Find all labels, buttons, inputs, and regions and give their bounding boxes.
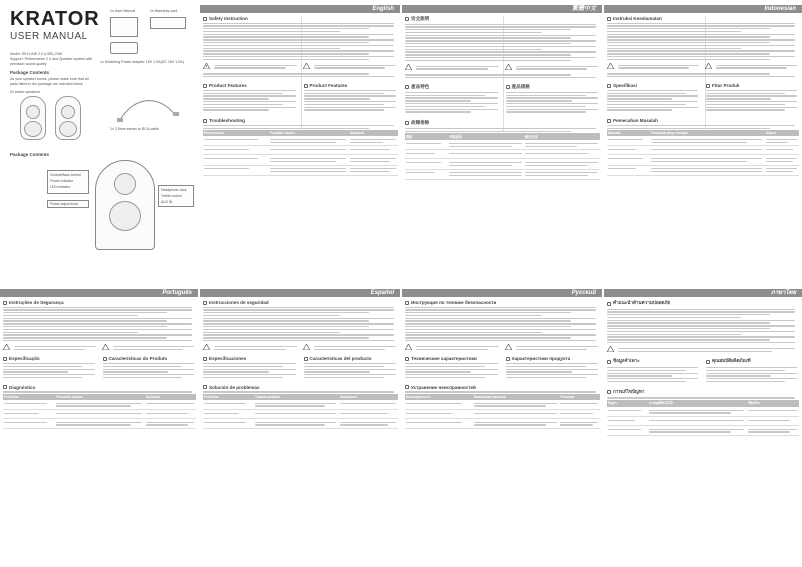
package-description: As your speaker boxes, please make sure that all parts listed in the package are included below <box>10 77 89 86</box>
espanol-panel <box>203 300 398 565</box>
header-russian: Русский <box>402 289 602 297</box>
list-icon <box>203 84 207 88</box>
label-aux: AUX IN <box>161 200 173 204</box>
label-headphone: Headphone Jack <box>161 188 187 192</box>
list-icon <box>304 84 308 88</box>
troubleshooting-table-zh: 現象 可能原因 解決方法 <box>405 133 600 179</box>
troubleshooting-table-pt: Problema Possíveis causas Soluções <box>3 394 196 429</box>
safety-heading-ru: Инструкция по технике безопасности <box>405 300 600 305</box>
list-icon <box>607 84 611 88</box>
features-heading-pt-2: Características do Produto <box>103 356 197 361</box>
list-icon <box>706 84 710 88</box>
manual-thumbnail <box>110 17 138 37</box>
features-heading-id-2: Fitur Produk <box>706 83 799 88</box>
model-info <box>10 52 105 67</box>
trouble-heading-zh: 故障排除 <box>405 120 600 126</box>
tools-icon <box>607 390 611 394</box>
features-heading-en-2: Product Features <box>304 83 399 88</box>
troubleshooting-table-es: Problema Causas posibles Soluciones <box>203 394 398 429</box>
header-indonesian: Indonesian <box>604 5 802 13</box>
features-heading-zh: 產品特色 <box>405 84 500 90</box>
safety-heading-th: คำแนะนำด้านความปลอดภัย <box>607 300 799 307</box>
warning-row <box>607 63 799 70</box>
info-icon <box>203 301 207 305</box>
speaker-controls-diagram <box>95 160 155 250</box>
troubleshooting-table-en: Phenomenon Possible causes Solutions <box>203 130 398 175</box>
features-heading-es-2: Características del producto <box>304 356 399 361</box>
features-heading-zh-2: 產品規格 <box>506 84 601 90</box>
trouble-heading-en: Troubleshooting <box>203 118 398 123</box>
warning-triangle-icon <box>405 344 412 350</box>
list-icon <box>607 360 611 364</box>
label-led: LED indicator <box>50 185 71 189</box>
safety-heading-pt: Instruções de Segurança <box>3 300 196 305</box>
warning-triangle-icon <box>203 63 210 69</box>
list-icon <box>203 357 207 361</box>
warning-triangle-icon <box>607 63 614 69</box>
brand-logo: KRATOR <box>10 8 100 30</box>
item-adapter-label: 1x Switching Power Adapter 15V 1.0A(DC 15V 1.0A) <box>100 60 184 64</box>
tools-icon <box>3 385 7 389</box>
warning-triangle-icon <box>505 344 512 350</box>
warning-triangle-icon <box>705 63 712 69</box>
warning-row <box>405 64 600 71</box>
package-heading: Package Contents <box>10 70 50 75</box>
label-power-indicator: Power indicator <box>50 179 74 183</box>
info-icon <box>607 302 611 306</box>
warning-triangle-icon <box>607 346 614 352</box>
tools-icon <box>203 385 207 389</box>
model-line-2: Support: Performance 2.0 and Speaker system with <box>10 57 93 61</box>
right-labels-box <box>158 185 194 207</box>
safety-heading-zh: 安全說明 <box>405 16 600 22</box>
chinese-panel <box>405 16 600 286</box>
safety-heading-id: Instruksi Keselamatan <box>607 16 799 21</box>
warning-triangle-icon <box>203 344 210 350</box>
item-cable-label: 1x 3.5mm stereo to RCA cable <box>110 127 159 131</box>
model-line-3: precision sound quality <box>10 62 47 66</box>
woofer-right <box>59 121 77 137</box>
list-icon <box>706 360 710 364</box>
speaker-right-image <box>55 96 81 140</box>
trouble-heading-ru: Устранение неисправностей <box>405 385 600 390</box>
model-line-1: Model: SKYLINE 2.0 (USB) 20W <box>10 52 63 56</box>
features-heading-id: Spesifikasi <box>607 83 700 88</box>
warning-triangle-icon <box>3 344 10 350</box>
list-icon <box>405 85 409 89</box>
info-icon <box>203 17 207 21</box>
trouble-heading-th: การแก้ไขปัญหา <box>607 389 799 396</box>
warning-row <box>405 344 600 351</box>
safety-heading-es: Instrucciones de seguridad <box>203 300 398 305</box>
header-chinese: 繁體中文 <box>402 5 602 13</box>
speaker-left-image <box>20 96 46 140</box>
diagram-woofer <box>109 201 141 231</box>
header-english: English <box>200 5 400 13</box>
header-portuguese: Português <box>0 289 198 297</box>
item-speakers-label: 2x active speakers <box>10 90 40 94</box>
tools-icon <box>405 121 409 125</box>
english-panel <box>203 16 398 286</box>
tools-icon <box>203 119 207 123</box>
woofer-left <box>24 121 42 137</box>
thai-panel <box>607 300 799 565</box>
list-icon <box>3 357 7 361</box>
tweeter-left <box>26 105 40 119</box>
info-icon <box>405 17 409 21</box>
warning-row <box>607 346 799 353</box>
russian-panel <box>405 300 600 565</box>
features-heading-pt: Especificação <box>3 356 97 361</box>
features-heading-th-2: คุณสมบัติผลิตภัณฑ์ <box>706 358 799 365</box>
warning-triangle-icon <box>405 64 412 70</box>
features-heading-ru-2: Характеристики продукта <box>506 356 601 361</box>
rca-cable-image <box>115 90 185 130</box>
list-icon <box>103 357 107 361</box>
header-espanol: Español <box>200 289 400 297</box>
tools-icon <box>607 119 611 123</box>
features-heading-en: Product Features <box>203 83 298 88</box>
cover-panel <box>0 0 198 283</box>
item-manual-label: 1x User Manual <box>110 9 136 13</box>
trouble-heading-es: Solución de problemas <box>203 385 398 390</box>
safety-heading-en: Safety Instruction <box>203 16 398 21</box>
label-volume: Volume/Bass control <box>50 173 81 177</box>
warning-triangle-icon <box>303 63 310 69</box>
warning-row <box>203 344 398 351</box>
diagram-tweeter <box>114 173 136 195</box>
list-icon <box>304 357 308 361</box>
warranty-thumbnail <box>150 17 186 29</box>
adapter-image <box>110 42 138 54</box>
info-icon <box>607 17 611 21</box>
controls-heading: Package Contents <box>10 152 50 157</box>
warning-row <box>3 344 196 351</box>
troubleshooting-table-th: ปัญหา สาเหตุที่เป็นไปได้ วิธีแก้ไข <box>607 400 799 436</box>
item-warranty-label: 1x Warranty card <box>150 9 178 13</box>
power-adjust-box <box>47 200 89 208</box>
trouble-heading-pt: Diagnóstico <box>3 385 196 390</box>
manual-title: USER MANUAL <box>10 31 88 42</box>
troubleshooting-table-ru: Неисправность Возможная причина Решение <box>405 394 600 429</box>
warning-triangle-icon <box>303 344 310 350</box>
trouble-heading-id: Pemecahan Masalah <box>607 118 799 123</box>
label-power-adjust: Power adjust knob <box>50 202 78 206</box>
list-icon <box>405 357 409 361</box>
info-icon <box>405 301 409 305</box>
control-labels-box <box>47 170 89 194</box>
warning-triangle-icon <box>102 344 109 350</box>
tweeter-right <box>61 105 75 119</box>
features-heading-ru: Технические характеристики <box>405 356 500 361</box>
warning-row <box>203 63 398 70</box>
warning-triangle-icon <box>505 64 512 70</box>
list-icon <box>506 85 510 89</box>
troubleshooting-table-id: Masalah Penyebab yang mungkin Solusi <box>607 130 799 175</box>
features-heading-es: Especificaciones <box>203 356 298 361</box>
header-thai: ภาษาไทย <box>604 289 802 297</box>
tools-icon <box>405 385 409 389</box>
info-icon <box>3 301 7 305</box>
label-treble: Treble control <box>161 194 182 198</box>
list-icon <box>506 357 510 361</box>
features-heading-th: ข้อมูลจำเพาะ <box>607 358 700 365</box>
indonesian-panel <box>607 16 799 286</box>
portuguese-panel <box>3 300 196 565</box>
